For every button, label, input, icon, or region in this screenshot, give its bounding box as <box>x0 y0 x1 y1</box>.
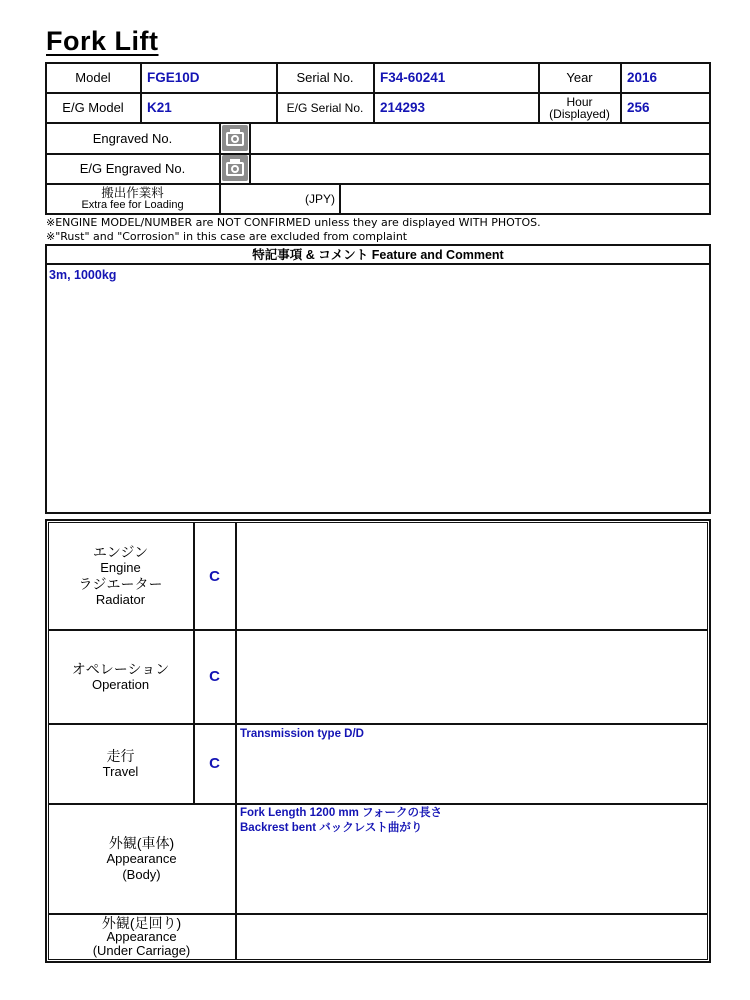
model-label: Model <box>75 70 111 85</box>
comment-line: Fork Length 1200 mm フォークの長さ <box>240 807 442 819</box>
grade-engine: C <box>209 567 220 585</box>
hour-label <box>539 93 620 122</box>
eval-label-en: Operation <box>91 676 150 692</box>
eval-label-appearance-undercarriage <box>48 914 235 960</box>
eval-label-engine <box>48 523 193 629</box>
eg-serial-label: E/G Serial No. <box>286 100 364 115</box>
serial-label: Serial No. <box>296 70 354 85</box>
year-label: Year <box>566 70 593 85</box>
comment-line: Backrest bent バックレスト曲がり <box>240 822 423 834</box>
engraved-label: Engraved No. <box>92 130 173 146</box>
feature-header: 特記事項 & コメント Feature and Comment <box>252 248 504 262</box>
eval-label-operation <box>48 630 193 723</box>
hour-value: 256 <box>627 100 650 115</box>
eg-engraved-label: E/G Engraved No. <box>79 161 186 176</box>
eg-serial-value: 214293 <box>380 100 426 115</box>
comment-travel: Transmission type D/D <box>240 728 364 740</box>
note-rust: ※"Rust" and "Corrosion" in this case are excluded from complaint <box>46 230 408 243</box>
note-engine: ※ENGINE MODEL/NUMBER are NOT CONFIRMED unless they are displayed WITH PHOTOS. <box>46 216 541 229</box>
eg-model-label: E/G Model <box>62 100 124 115</box>
eval-label-jp2: ラジエーター <box>78 576 163 592</box>
eval-label-jp: 外観(足回り) <box>101 915 182 931</box>
eval-label-en2: (Under Carriage) <box>92 943 191 958</box>
loading-fee-label-en: Extra fee for Loading <box>81 199 184 211</box>
page-title: Fork Lift <box>46 26 159 56</box>
feature-box <box>45 244 711 514</box>
camera-icon[interactable] <box>222 125 248 151</box>
grade-travel: C <box>209 755 220 772</box>
camera-icon[interactable] <box>222 155 248 181</box>
year-value: 2016 <box>627 70 658 85</box>
eval-label-jp: オペレーション <box>71 660 170 677</box>
eval-label-jp: 走行 <box>106 747 135 764</box>
eval-label-jp: エンジン <box>92 544 149 560</box>
loading-fee-label-jp: 搬出作業料 <box>101 186 164 200</box>
feature-text: 3m, 1000kg <box>49 268 117 282</box>
hour-label-line2: (Displayed) <box>549 106 610 121</box>
eval-label-en2: (Body) <box>122 866 161 882</box>
model-value: FGE10D <box>147 70 200 85</box>
eval-label-jp: 外観(車体) <box>108 834 175 851</box>
serial-value: F34-60241 <box>380 70 446 85</box>
loading-fee-label <box>46 184 219 214</box>
comment-appearance-body <box>240 806 442 836</box>
eval-label-en: Engine <box>100 560 141 575</box>
loading-fee-unit: (JPY) <box>305 192 335 206</box>
hour-label-line1: Hour <box>566 94 593 109</box>
eval-label-travel <box>48 724 193 803</box>
eval-label-en: Appearance <box>106 929 177 944</box>
eval-label-en2: Radiator <box>95 592 146 607</box>
eg-model-value: K21 <box>147 100 172 115</box>
eval-label-en: Travel <box>102 763 139 779</box>
eval-label-en: Appearance <box>106 850 177 866</box>
eval-label-appearance-body <box>48 804 235 913</box>
grade-operation: C <box>209 668 220 685</box>
